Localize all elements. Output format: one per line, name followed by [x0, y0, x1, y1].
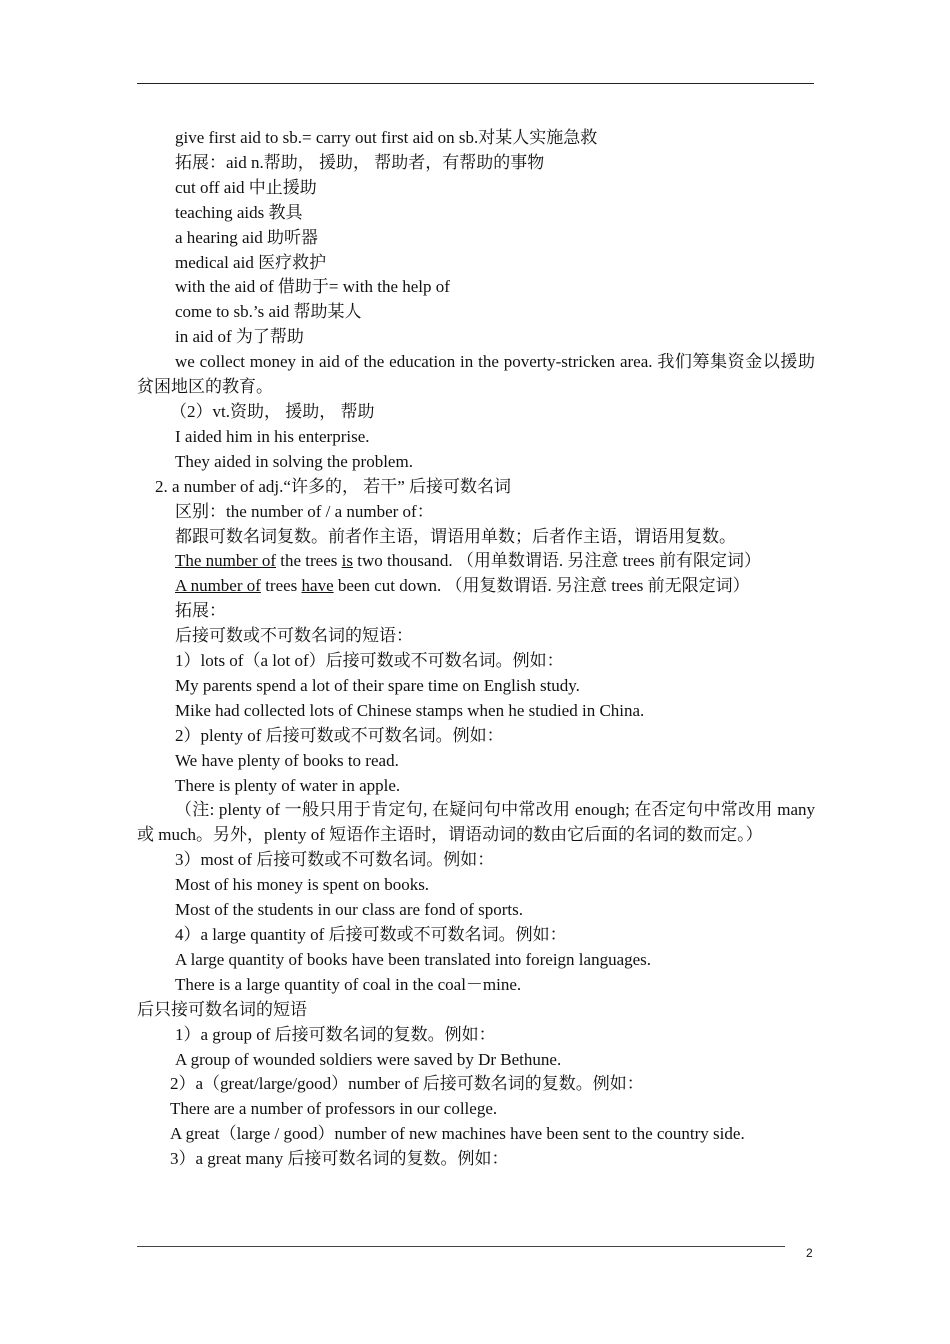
text-line: （2）vt.资助， 援助， 帮助	[170, 401, 375, 421]
footer-rule	[137, 1246, 785, 1247]
text-line: Most of the students in our class are fond of sports.	[175, 900, 523, 920]
text-line: 4）a large quantity of 后接可数或不可数名词。例如：	[175, 925, 567, 944]
text-line: There are a number of professors in our college.	[170, 1099, 498, 1119]
text-line: My parents spend a lot of their spare time on English study.	[175, 675, 580, 695]
text-line: 1）a group of 后接可数名词的复数。例如：	[175, 1024, 496, 1044]
text-line: They aided in solving the problem.	[175, 451, 413, 471]
page-number: 2	[806, 1246, 813, 1260]
example-sentence	[137, 549, 815, 574]
text-line: A group of wounded soldiers were saved by Dr Bethune.	[175, 1049, 562, 1069]
underlined-phrase: A number of	[175, 576, 261, 596]
text-line: We have plenty of books to read.	[175, 750, 399, 770]
text-line: 拓展：aid n.帮助， 援助， 帮助者，有帮助的事物	[175, 152, 545, 172]
text-line: a hearing aid 助听器	[175, 227, 319, 247]
text-line: Mike had collected lots of Chinese stamps when he studied in China.	[175, 700, 645, 720]
underlined-verb: have	[301, 576, 334, 596]
text-span: trees	[260, 576, 302, 596]
text-line: with the aid of 借助于= with the help of	[175, 277, 450, 297]
text-line: 都跟可数名词复数。前者作主语，谓语用单数；后者作主语，谓语用复数。	[175, 526, 736, 546]
text-line: There is plenty of water in apple.	[175, 775, 401, 795]
text-line: 后接可数或不可数名词的短语：	[175, 626, 413, 646]
text-line: 3）most of 后接可数或不可数名词。例如：	[175, 850, 495, 870]
note-paragraph: （注: plenty of 一般只用于肯定句, 在疑问句中常改用 enough; 在否定句中常改用 many 或 much。另外，plenty of 短语作主语时，谓语动词的数由它后面的名词的数而定。）	[137, 800, 815, 845]
text-line: I aided him in his enterprise.	[175, 426, 370, 446]
text-line: 拓展：	[175, 601, 226, 621]
text-line: cut off aid 中止援助	[175, 177, 317, 197]
text-line: come to sb.’s aid 帮助某人	[175, 302, 362, 322]
text-span: been cut down. （用复数谓语. 另注意 trees 前无限定词）	[333, 576, 750, 596]
underlined-phrase: The number of	[175, 551, 277, 571]
text-line: teaching aids 教具	[175, 202, 303, 222]
text-line: in aid of 为了帮助	[175, 327, 304, 347]
text-span: two thousand. （用单数谓语. 另注意 trees 前有限定词）	[352, 551, 761, 571]
section-heading: 后只接可数名词的短语	[137, 999, 307, 1019]
text-line: give first aid to sb.= carry out first aid on sb.对某人实施急救	[175, 128, 598, 147]
example-sentence	[137, 574, 815, 599]
text-line: 3）a great many 后接可数名词的复数。例如：	[170, 1149, 509, 1169]
text-line: 2）a（great/large/good）number of 后接可数名词的复数。例如：	[170, 1074, 644, 1094]
text-line: There is a large quantity of coal in the coal－mine.	[175, 974, 522, 994]
text-line: 区别：the number of / a number of：	[175, 501, 434, 521]
header-rule	[137, 83, 814, 84]
section-heading: 2. a number of adj.“许多的， 若干” 后接可数名词	[155, 476, 511, 496]
text-line: A large quantity of books have been translated into foreign languages.	[175, 949, 652, 969]
text-line: Most of his money is spent on books.	[175, 875, 430, 895]
document-body	[137, 126, 815, 1172]
text-paragraph: we collect money in aid of the education in the poverty-stricken area. 我们筹集资金以援助贫困地区的教育。	[137, 352, 815, 397]
text-line: medical aid 医疗救护	[175, 252, 327, 272]
underlined-verb: is	[341, 551, 353, 571]
text-line: 2）plenty of 后接可数或不可数名词。例如：	[175, 725, 504, 745]
text-line: 1）lots of（a lot of）后接可数或不可数名词。例如：	[175, 651, 564, 671]
text-line: A great（large / good）number of new machines have been sent to the country side.	[170, 1124, 745, 1144]
text-span: the trees	[276, 551, 342, 571]
